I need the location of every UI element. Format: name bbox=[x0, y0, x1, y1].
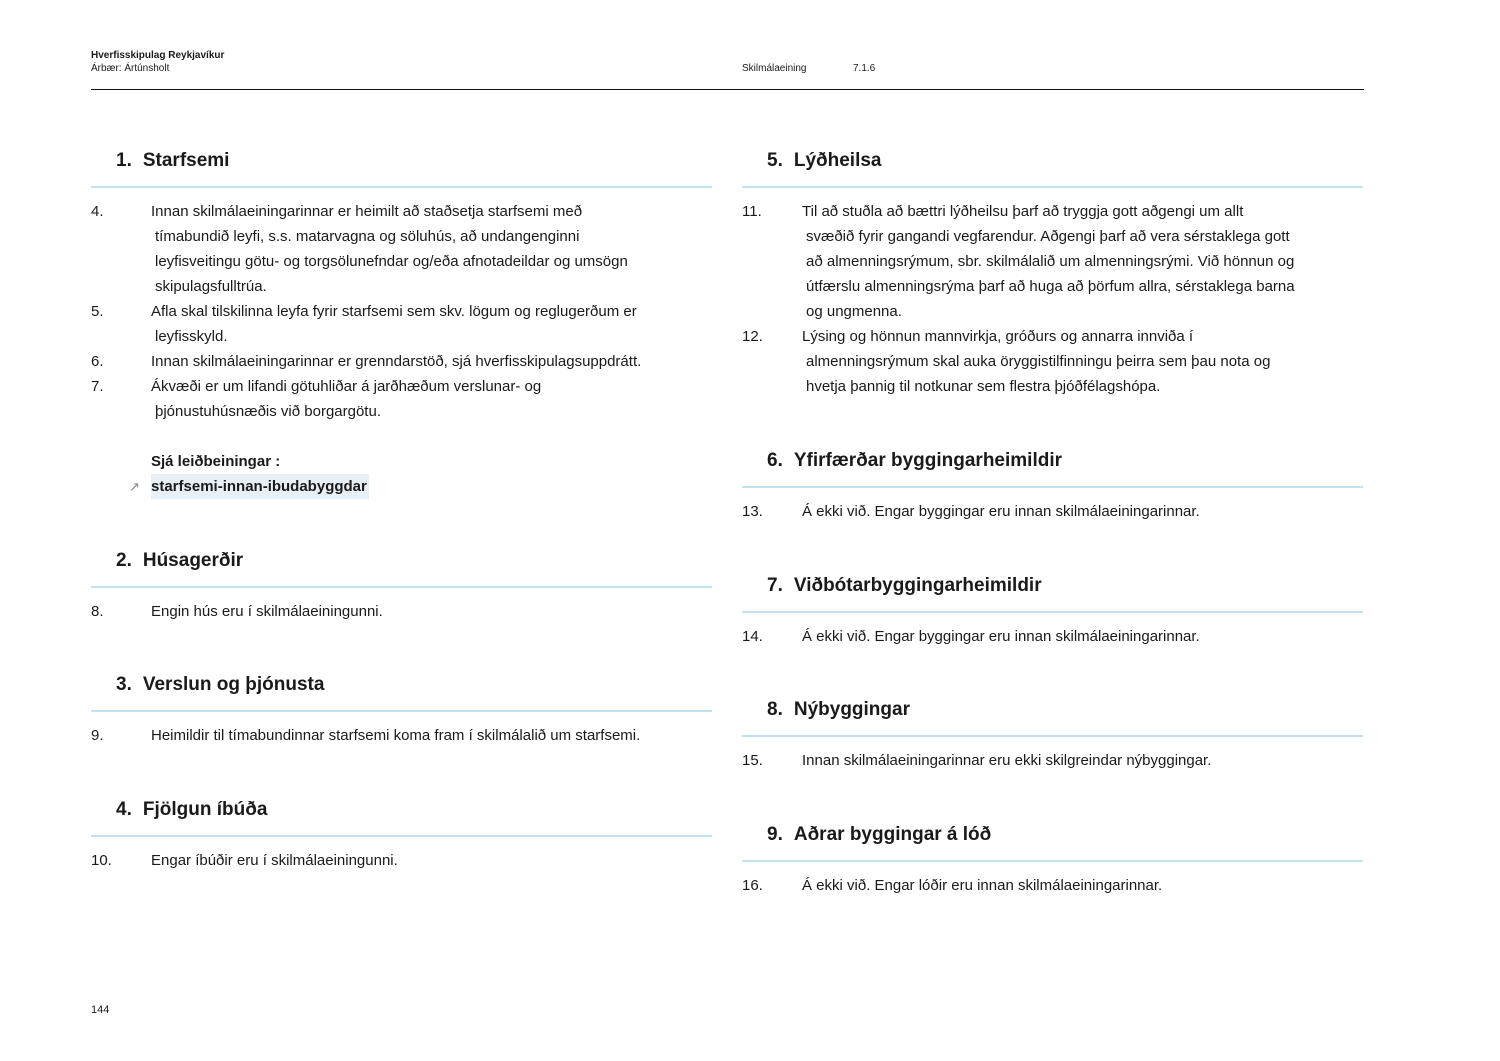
item-number: 10. bbox=[91, 852, 112, 869]
list-item bbox=[742, 499, 1382, 524]
arrow-up-right-icon: ↗ bbox=[129, 479, 140, 494]
item-number: 6. bbox=[91, 353, 104, 370]
list-item bbox=[742, 873, 1382, 898]
section-title: Verslun og þjónusta bbox=[142, 674, 325, 695]
section-3 bbox=[91, 671, 712, 744]
item-number: 8. bbox=[91, 603, 104, 620]
list-item bbox=[91, 374, 731, 424]
section-title: Yfirfærðar byggingarheimildir bbox=[793, 450, 1063, 471]
item-text-line: þjónustuhúsnæðis við borgargötu. bbox=[155, 403, 381, 420]
list-item bbox=[742, 748, 1382, 773]
item-list bbox=[91, 599, 731, 624]
header-section: Skilmálaeining bbox=[742, 63, 807, 74]
section-divider bbox=[742, 735, 1363, 737]
item-text-line: Á ekki við. Engar byggingar eru innan skilmálaeiningarinnar. bbox=[802, 503, 1200, 520]
item-number: 14. bbox=[742, 628, 763, 645]
item-number: 5. bbox=[91, 303, 104, 320]
page-number: 144 bbox=[91, 1004, 110, 1016]
item-list bbox=[742, 199, 1382, 399]
section-number: 3. bbox=[116, 674, 132, 695]
section-title: Lýðheilsa bbox=[793, 150, 882, 171]
section-title: Húsagerðir bbox=[142, 550, 244, 571]
section-number: 2. bbox=[116, 550, 132, 571]
item-number: 16. bbox=[742, 877, 763, 894]
section-number: 8. bbox=[767, 699, 783, 720]
section-divider bbox=[91, 586, 712, 588]
item-number: 11. bbox=[742, 203, 762, 220]
section-divider bbox=[742, 611, 1363, 613]
item-text-line: leyfisveitingu götu- og torgsölunefndar og/eða afnotadeildar og umsögn bbox=[155, 253, 628, 270]
item-number: 7. bbox=[91, 378, 104, 395]
item-text-line: almenningsrýmum skal auka öryggistilfinningu þeirra sem þau nota og bbox=[806, 353, 1271, 370]
section-heading bbox=[742, 572, 1363, 600]
header-number: 7.1.6 bbox=[853, 63, 876, 74]
list-item bbox=[91, 299, 731, 349]
section-title: Nýbyggingar bbox=[793, 699, 910, 720]
section-heading bbox=[742, 821, 1363, 849]
item-list bbox=[742, 624, 1382, 649]
section-1 bbox=[91, 147, 712, 495]
section-number: 7. bbox=[767, 575, 783, 596]
list-item bbox=[91, 199, 731, 299]
list-item bbox=[742, 324, 1382, 399]
header-subtitle: Árbær: Ártúnsholt bbox=[91, 63, 170, 74]
item-text-line: Innan skilmálaeiningarinnar eru ekki skilgreindar nýbyggingar. bbox=[802, 752, 1212, 769]
section-heading bbox=[742, 447, 1363, 475]
section-heading bbox=[91, 147, 712, 175]
item-text-line: Til að stuðla að bættri lýðheilsu þarf að tryggja gott aðgengi um allt bbox=[802, 203, 1244, 220]
section-number: 1. bbox=[116, 150, 132, 171]
section-title: Fjölgun íbúða bbox=[142, 799, 268, 820]
section-5 bbox=[742, 147, 1363, 395]
item-text-line: skipulagsfulltrúa. bbox=[155, 278, 267, 295]
item-text-line: Á ekki við. Engar lóðir eru innan skilmálaeiningarinnar. bbox=[802, 877, 1163, 894]
item-number: 4. bbox=[91, 203, 104, 220]
list-item bbox=[91, 848, 731, 873]
section-heading bbox=[91, 547, 712, 575]
section-8 bbox=[742, 696, 1363, 769]
header-rule bbox=[91, 89, 1364, 90]
section-heading bbox=[91, 796, 712, 824]
section-2 bbox=[91, 547, 712, 620]
section-heading bbox=[742, 696, 1363, 724]
item-list bbox=[742, 873, 1382, 898]
section-divider bbox=[742, 860, 1363, 862]
item-list bbox=[742, 748, 1382, 773]
item-text-line: Engin hús eru í skilmálaeiningunni. bbox=[151, 603, 383, 620]
section-title: Aðrar byggingar á lóð bbox=[793, 824, 992, 845]
section-number: 5. bbox=[767, 150, 783, 171]
list-item bbox=[742, 199, 1382, 324]
list-item bbox=[91, 599, 731, 624]
item-text-line: Á ekki við. Engar byggingar eru innan skilmálaeiningarinnar. bbox=[802, 628, 1200, 645]
guidelines-link-text: starfsemi-innan-ibudabyggdar bbox=[151, 478, 367, 495]
section-7 bbox=[742, 572, 1363, 645]
item-text-line: útfærslu almenningsrýma þarf að huga að þörfum allra, sérstaklega barna bbox=[806, 278, 1295, 295]
list-item bbox=[91, 723, 731, 748]
item-text-line: Innan skilmálaeiningarinnar er grenndarstöð, sjá hverfisskipulagsuppdrátt. bbox=[151, 353, 642, 370]
item-text-line: leyfisskyld. bbox=[155, 328, 228, 345]
section-4 bbox=[91, 796, 712, 869]
section-divider bbox=[91, 835, 712, 837]
item-number: 12. bbox=[742, 328, 763, 345]
item-number: 15. bbox=[742, 752, 763, 769]
item-list bbox=[91, 723, 731, 748]
section-divider bbox=[742, 186, 1363, 188]
item-text-line: Ákvæði er um lifandi götuhliðar á jarðhæðum verslunar- og bbox=[151, 378, 542, 395]
item-list bbox=[742, 499, 1382, 524]
item-text-line: að almenningsrýmum, sbr. skilmálalið um almenningsrými. Við hönnun og bbox=[806, 253, 1295, 270]
section-heading bbox=[742, 147, 1363, 175]
guidelines-link[interactable] bbox=[129, 474, 369, 499]
item-text-line: Heimildir til tímabundinnar starfsemi koma fram í skilmálalið um starfsemi. bbox=[151, 727, 641, 744]
item-text-line: tímabundið leyfi, s.s. matarvagna og söluhús, að undangenginni bbox=[155, 228, 580, 245]
list-item bbox=[742, 624, 1382, 649]
section-title: Viðbótarbyggingarheimildir bbox=[793, 575, 1042, 596]
section-number: 6. bbox=[767, 450, 783, 471]
section-title: Starfsemi bbox=[142, 150, 230, 171]
section-heading bbox=[91, 671, 712, 699]
item-text-line: hvetja þannig til notkunar sem flestra þjóðfélagshópa. bbox=[806, 378, 1161, 395]
item-text-line: Afla skal tilskilinna leyfa fyrir starfsemi sem skv. lögum og reglugerðum er bbox=[151, 303, 637, 320]
item-list bbox=[91, 199, 731, 499]
item-text-line: Innan skilmálaeiningarinnar er heimilt að staðsetja starfsemi með bbox=[151, 203, 583, 220]
guidelines bbox=[91, 449, 731, 499]
section-divider bbox=[91, 710, 712, 712]
item-text-line: og ungmenna. bbox=[806, 303, 902, 320]
section-9 bbox=[742, 821, 1363, 894]
section-divider bbox=[742, 486, 1363, 488]
section-6 bbox=[742, 447, 1363, 520]
list-item bbox=[91, 349, 731, 374]
section-number: 9. bbox=[767, 824, 783, 845]
section-divider bbox=[91, 186, 712, 188]
item-list bbox=[91, 848, 731, 873]
item-text-line: Engar íbúðir eru í skilmálaeiningunni. bbox=[151, 852, 398, 869]
item-number: 13. bbox=[742, 503, 763, 520]
item-text-line: svæðið fyrir gangandi vegfarendur. Aðgengi þarf að vera sérstaklega gott bbox=[806, 228, 1290, 245]
section-number: 4. bbox=[116, 799, 132, 820]
header-title: Hverfisskipulag Reykjavíkur bbox=[91, 50, 225, 61]
item-number: 9. bbox=[91, 727, 104, 744]
item-text-line: Lýsing og hönnun mannvirkja, gróðurs og annarra innviða í bbox=[802, 328, 1194, 345]
guidelines-label: Sjá leiðbeiningar : bbox=[151, 453, 281, 470]
